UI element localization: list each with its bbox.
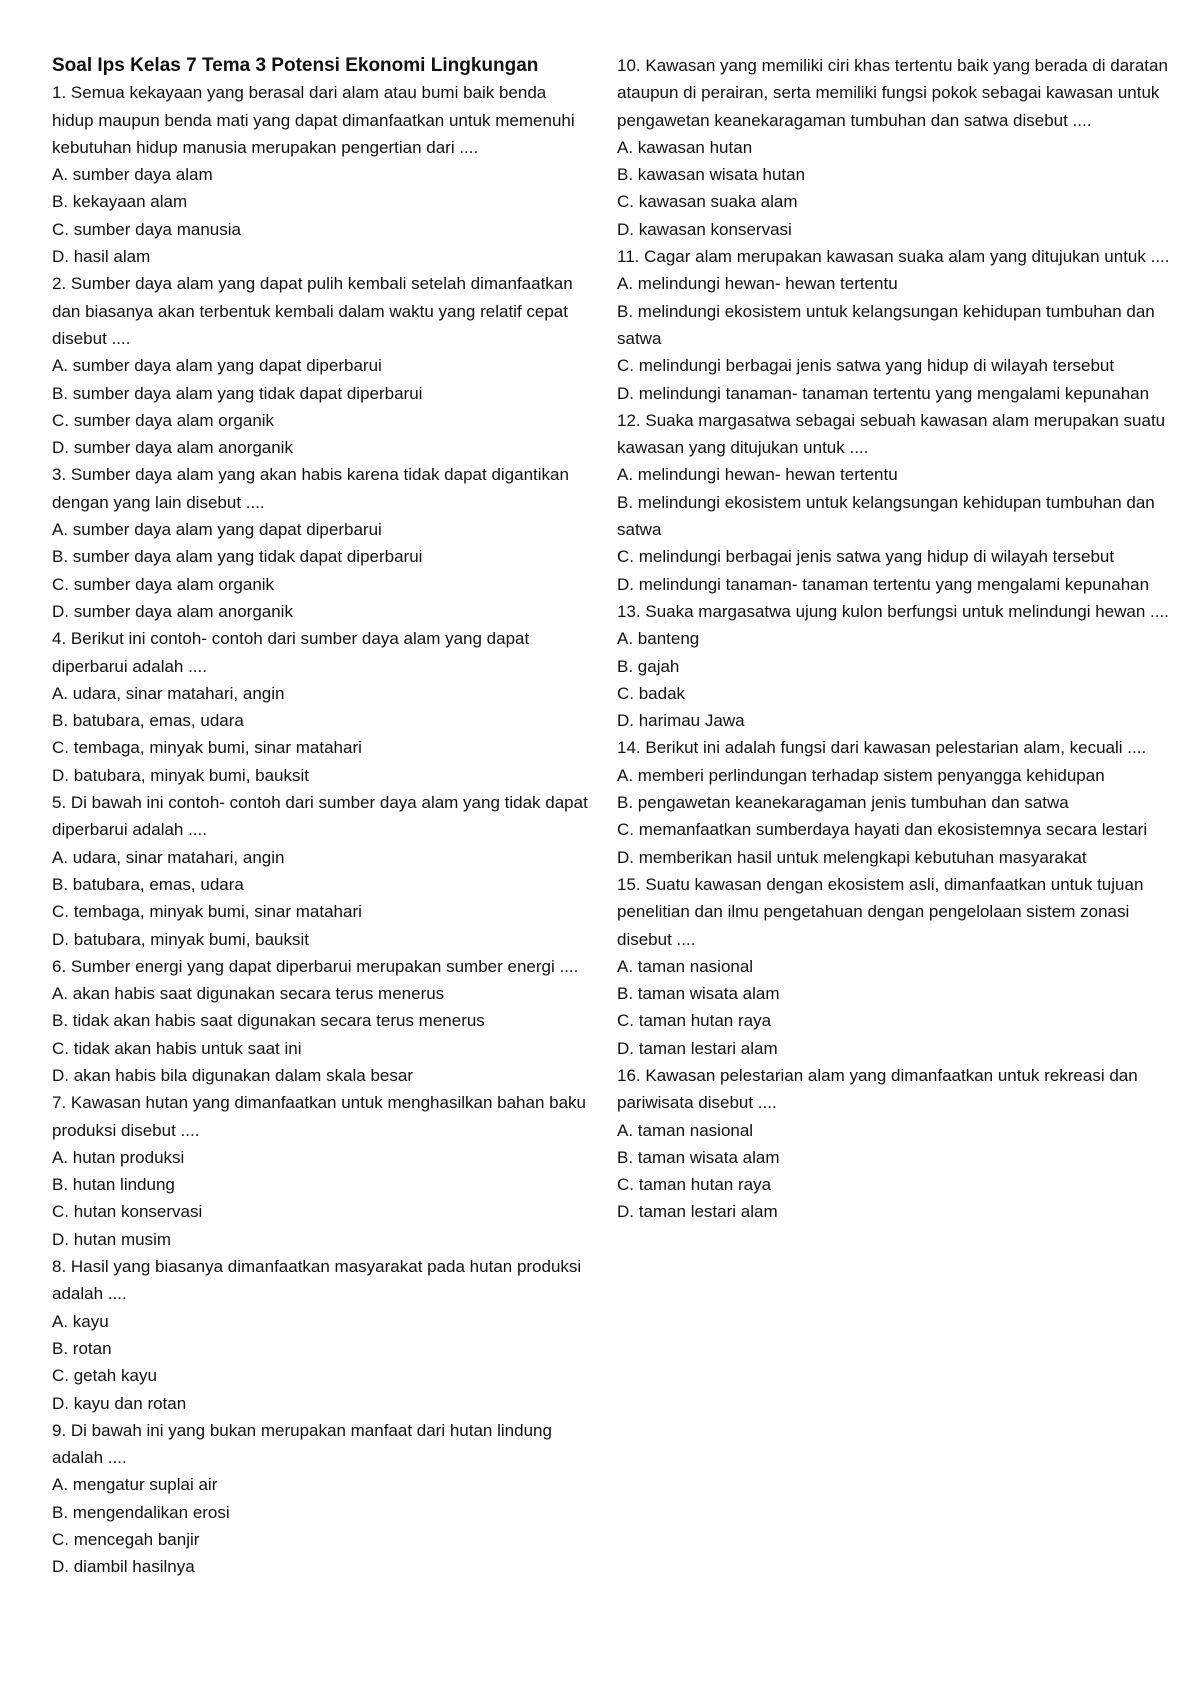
question-1 xyxy=(52,79,592,270)
question-text: 8. Hasil yang biasanya dimanfaatkan masyarakat pada hutan produksi adalah .... xyxy=(52,1257,582,1304)
question-text: 15. Suatu kawasan dengan ekosistem asli, dimanfaatkan untuk tujuan penelitian dan ilmu pengetahuan dengan pengelolaan sistem zonasi disebut .... xyxy=(617,874,1144,949)
question-text: 10. Kawasan yang memiliki ciri khas tertentu baik yang berada di daratan ataupun di perairan, serta memiliki fungsi pokok sebagai kawasan untuk pengawetan keanekaragaman tumbuhan dan satwa disebut .... xyxy=(617,56,1168,130)
option-d: D. batubara, minyak bumi, bauksit xyxy=(52,929,310,949)
question-3 xyxy=(52,461,592,625)
option-c: C. melindungi berbagai jenis satwa yang hidup di wilayah tersebut xyxy=(617,547,1115,567)
option-b: B. kekayaan alam xyxy=(52,192,188,212)
option-d: D. sumber daya alam anorganik xyxy=(52,601,293,621)
option-a: A. kayu xyxy=(52,1311,109,1331)
option-a: A. sumber daya alam xyxy=(52,165,213,185)
option-c: C. tembaga, minyak bumi, sinar matahari xyxy=(52,902,362,922)
option-b: B. mengendalikan erosi xyxy=(52,1502,230,1522)
option-b: B. gajah xyxy=(617,656,680,676)
option-d: D. melindungi tanaman- tanaman tertentu yang mengalami kepunahan xyxy=(617,574,1150,594)
question-text: 4. Berikut ini contoh- contoh dari sumber daya alam yang dapat diperbarui adalah .... xyxy=(52,629,530,676)
question-4 xyxy=(52,625,592,789)
option-b: B. taman wisata alam xyxy=(617,1147,780,1167)
option-c: C. taman hutan raya xyxy=(617,1175,772,1195)
option-c: C. sumber daya alam organik xyxy=(52,574,275,594)
question-7 xyxy=(52,1089,592,1253)
question-5 xyxy=(52,789,592,953)
question-2 xyxy=(52,270,592,461)
option-a: A. mengatur suplai air xyxy=(52,1475,218,1495)
option-c: C. tidak akan habis untuk saat ini xyxy=(52,1038,302,1058)
option-b: B. rotan xyxy=(52,1338,112,1358)
option-c: C. sumber daya manusia xyxy=(52,219,241,239)
option-c: C. hutan konservasi xyxy=(52,1202,203,1222)
option-a: A. hutan produksi xyxy=(52,1147,185,1167)
option-c: C. mencegah banjir xyxy=(52,1530,200,1550)
question-16 xyxy=(617,1062,1177,1226)
question-13 xyxy=(617,598,1177,734)
question-text: 14. Berikut ini adalah fungsi dari kawasan pelestarian alam, kecuali .... xyxy=(617,738,1147,758)
option-c: C. memanfaatkan sumberdaya hayati dan ekosistemnya secara lestari xyxy=(617,820,1148,840)
option-d: D. melindungi tanaman- tanaman tertentu yang mengalami kepunahan xyxy=(617,383,1150,403)
option-a: A. taman nasional xyxy=(617,1120,754,1140)
question-text: 2. Sumber daya alam yang dapat pulih kembali setelah dimanfaatkan dan biasanya akan terbentuk kembali dalam waktu yang relatif cepat disebut .... xyxy=(52,274,573,348)
question-15 xyxy=(617,871,1177,1062)
option-a: A. memberi perlindungan terhadap sistem penyangga kehidupan xyxy=(617,765,1105,785)
question-6 xyxy=(52,953,592,1089)
option-b: B. taman wisata alam xyxy=(617,984,780,1004)
option-b: B. melindungi ekosistem untuk kelangsungan kehidupan tumbuhan dan satwa xyxy=(617,301,1155,348)
option-b: B. kawasan wisata hutan xyxy=(617,165,806,185)
option-b: B. sumber daya alam yang tidak dapat diperbarui xyxy=(52,547,423,567)
option-a: A. taman nasional xyxy=(617,956,754,976)
option-c: C. badak xyxy=(617,683,686,703)
question-text: 16. Kawasan pelestarian alam yang dimanfaatkan untuk rekreasi dan pariwisata disebut .... xyxy=(617,1065,1138,1113)
question-text: 12. Suaka margasatwa sebagai sebuah kawasan alam merupakan suatu kawasan yang ditujukan untuk .... xyxy=(617,410,1166,458)
option-b: B. tidak akan habis saat digunakan secara terus menerus xyxy=(52,1011,485,1031)
question-text: 13. Suaka margasatwa ujung kulon berfungsi untuk melindungi hewan .... xyxy=(617,601,1169,621)
option-d: D. kayu dan rotan xyxy=(52,1393,187,1413)
option-c: C. melindungi berbagai jenis satwa yang hidup di wilayah tersebut xyxy=(617,356,1115,376)
option-b: B. pengawetan keanekaragaman jenis tumbuhan dan satwa xyxy=(617,793,1069,813)
option-b: B. batubara, emas, udara xyxy=(52,711,244,731)
option-a: A. akan habis saat digunakan secara terus menerus xyxy=(52,984,445,1004)
option-b: B. batubara, emas, udara xyxy=(52,874,244,894)
right-column xyxy=(617,52,1177,1226)
question-text: 6. Sumber energi yang dapat diperbarui merupakan sumber energi .... xyxy=(52,956,579,976)
question-11 xyxy=(617,243,1177,407)
question-text: 7. Kawasan hutan yang dimanfaatkan untuk menghasilkan bahan baku produksi disebut .... xyxy=(52,1093,586,1140)
option-d: D. sumber daya alam anorganik xyxy=(52,438,293,458)
option-d: D. memberikan hasil untuk melengkapi kebutuhan masyarakat xyxy=(617,847,1087,867)
question-text: 9. Di bawah ini yang bukan merupakan manfaat dari hutan lindung adalah .... xyxy=(52,1420,552,1468)
question-10 xyxy=(617,52,1177,243)
option-b: B. sumber daya alam yang tidak dapat diperbarui xyxy=(52,383,423,403)
option-a: A. sumber daya alam yang dapat diperbarui xyxy=(52,356,382,376)
option-c: C. getah kayu xyxy=(52,1366,157,1386)
option-a: A. udara, sinar matahari, angin xyxy=(52,683,285,703)
option-c: C. tembaga, minyak bumi, sinar matahari xyxy=(52,738,362,758)
option-c: C. sumber daya alam organik xyxy=(52,410,275,430)
option-a: A. banteng xyxy=(617,629,700,649)
option-a: A. melindungi hewan- hewan tertentu xyxy=(617,274,898,294)
option-d: D. taman lestari alam xyxy=(617,1202,778,1222)
question-12 xyxy=(617,407,1177,598)
option-d: D. hutan musim xyxy=(52,1229,172,1249)
option-d: D. diambil hasilnya xyxy=(52,1557,195,1577)
option-c: C. kawasan suaka alam xyxy=(617,192,798,212)
option-d: D. kawasan konservasi xyxy=(617,219,792,239)
option-b: B. hutan lindung xyxy=(52,1175,175,1195)
question-text: 11. Cagar alam merupakan kawasan suaka alam yang ditujukan untuk .... xyxy=(617,247,1170,267)
option-a: A. kawasan hutan xyxy=(617,137,753,157)
question-14 xyxy=(617,734,1177,870)
option-a: A. sumber daya alam yang dapat diperbarui xyxy=(52,520,382,540)
left-column xyxy=(52,52,592,1581)
option-d: D. hasil alam xyxy=(52,247,151,267)
option-d: D. harimau Jawa xyxy=(617,711,745,731)
option-a: A. melindungi hewan- hewan tertentu xyxy=(617,465,898,485)
question-text: 5. Di bawah ini contoh- contoh dari sumber daya alam yang tidak dapat diperbarui adalah .... xyxy=(52,793,588,840)
question-9 xyxy=(52,1417,592,1581)
option-d: D. akan habis bila digunakan dalam skala besar xyxy=(52,1065,414,1085)
worksheet-title: Soal Ips Kelas 7 Tema 3 Potensi Ekonomi Lingkungan xyxy=(52,55,539,76)
option-a: A. udara, sinar matahari, angin xyxy=(52,847,285,867)
option-b: B. melindungi ekosistem untuk kelangsungan kehidupan tumbuhan dan satwa xyxy=(617,492,1155,540)
option-d: D. batubara, minyak bumi, bauksit xyxy=(52,765,310,785)
question-text: 1. Semua kekayaan yang berasal dari alam atau bumi baik benda hidup maupun benda mati yang dapat dimanfaatkan untuk memenuhi kebutuhan hidup manusia merupakan pengertian dari .... xyxy=(52,83,575,157)
option-d: D. taman lestari alam xyxy=(617,1038,778,1058)
option-c: C. taman hutan raya xyxy=(617,1011,772,1031)
question-text: 3. Sumber daya alam yang akan habis karena tidak dapat digantikan dengan yang lain disebut .... xyxy=(52,465,569,512)
question-8 xyxy=(52,1253,592,1417)
